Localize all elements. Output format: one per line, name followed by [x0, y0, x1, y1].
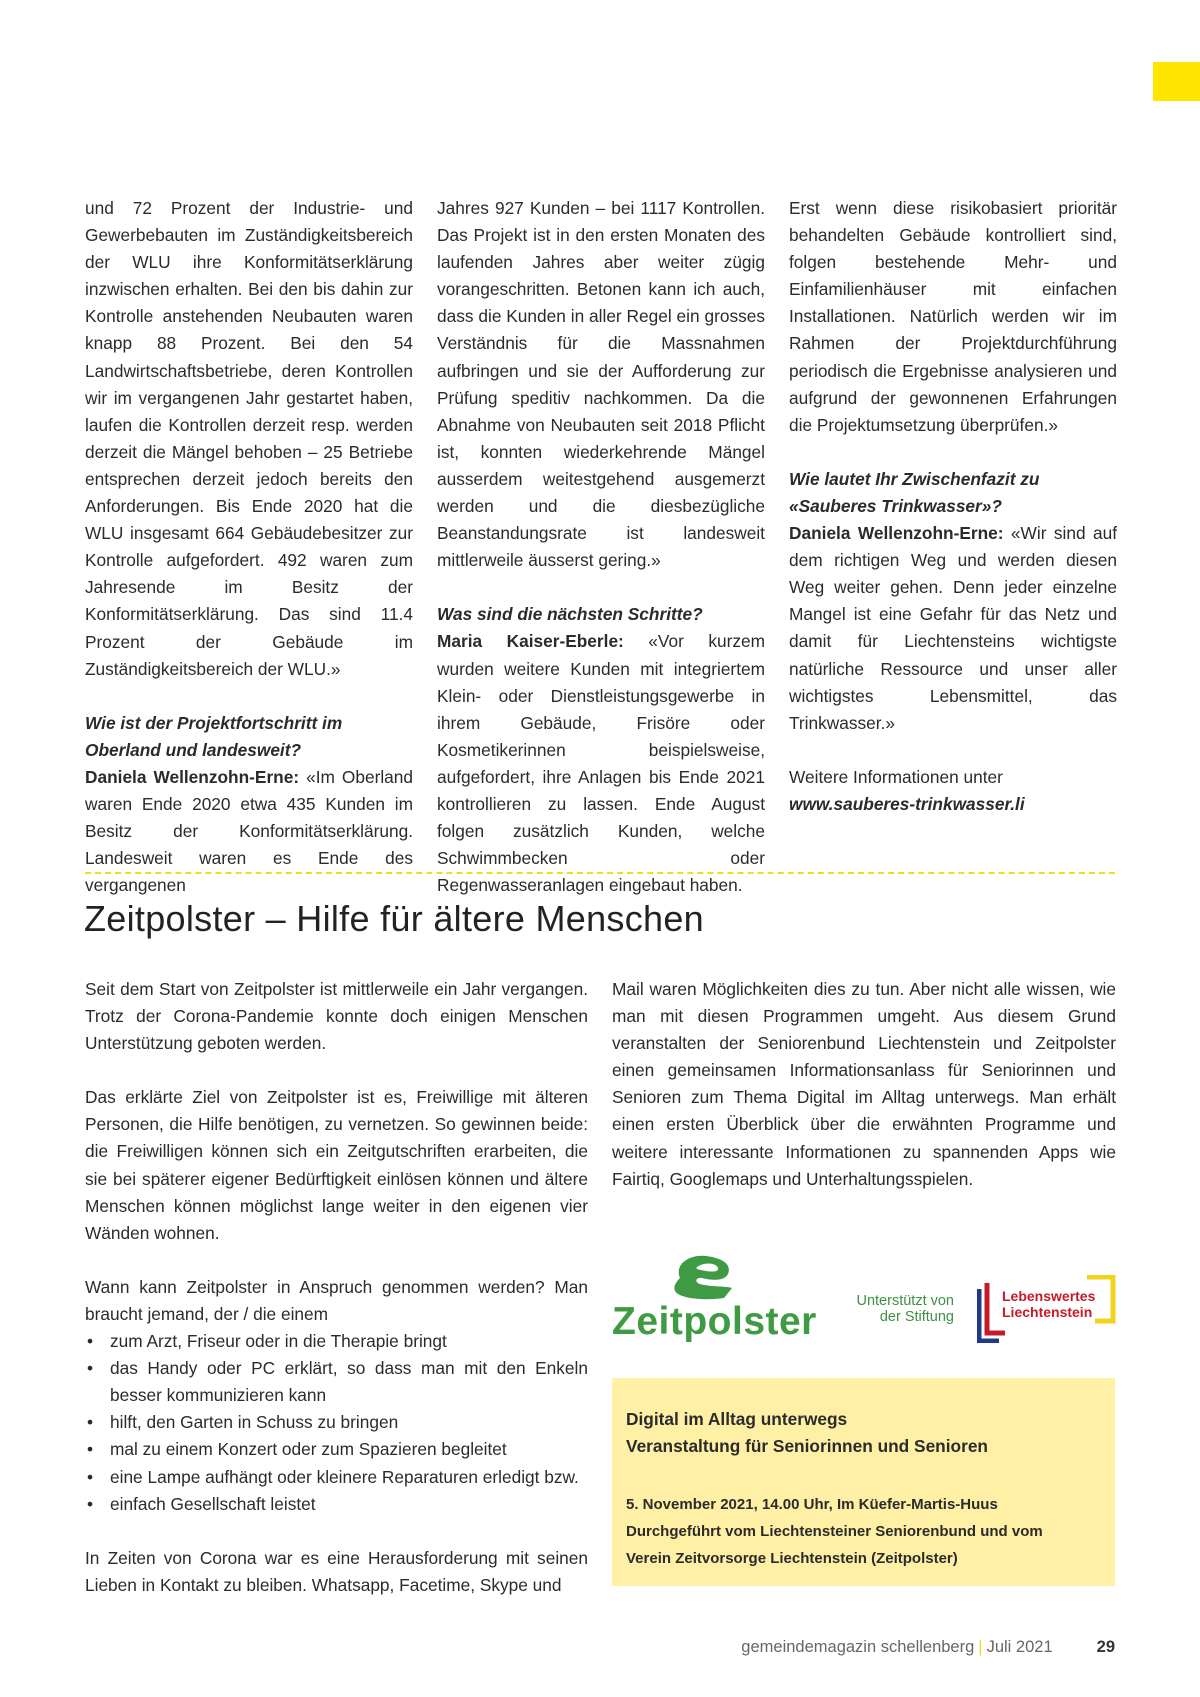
- article-column-1: [85, 195, 413, 899]
- article2-column-left: [85, 976, 588, 1599]
- zeitpolster-wordmark: Zeitpolster: [612, 1300, 817, 1343]
- interview-answer: [789, 520, 1117, 737]
- interview-question: Wie ist der Projektfortschritt im Oberland und landesweit?: [85, 712, 343, 760]
- paragraph: Seit dem Start von Zeitpolster ist mittlerweile ein Jahr vergangen. Trotz der Corona-Pandemie konnte doch einigen Menschen Unterstützung geboten werden.: [85, 979, 588, 1054]
- article-headline: Zeitpolster – Hilfe für ältere Menschen: [84, 898, 704, 939]
- list-item: • hilft, den Garten in Schuss zu bringen: [85, 1409, 588, 1436]
- issue-date: Juli 2021: [986, 1638, 1053, 1656]
- lebenswertes-text: [1002, 1288, 1095, 1320]
- magazine-name: gemeindemagazin schellenberg: [741, 1638, 975, 1656]
- event-info-box: [612, 1378, 1115, 1586]
- support-line: der Stiftung: [879, 1309, 954, 1325]
- interview-answer: [85, 764, 413, 899]
- lebenswertes-liechtenstein-logo: [977, 1275, 1117, 1343]
- speaker-name: Daniela Wellenzohn-Erne:: [789, 523, 1004, 544]
- speaker-name: Daniela Wellenzohn-Erne:: [85, 766, 300, 787]
- paragraph: und 72 Prozent der Industrie- und Gewerbebauten im Zuständigkeitsbereich der WLU ihre Konformitätserklärung inzwischen erhalten. Bei den bis dahin zur Kontrolle anstehenden Neubauten waren knapp 88 Prozent. Bei den 54 Landwirtschaftsbetriebe, deren Kontrollen wir im vergangenen Jahr gestartet haben, laufen die Kontrollen derzeit resp. werden derzeit die Mängel behoben – 25 Betriebe entsprechen derzeit jedoch bereits den Anforderungen. Bis Ende 2020 hat die WLU insgesamt 664 Gebäudebesitzer zur Kontrolle aufgefordert. 492 waren zum Jahresende im Besitz der Konformitätserklärung. Das sind 11.4 Prozent der Gebäude im Zuständigkeitsbereich der WLU.»: [85, 198, 413, 679]
- article-column-2: [437, 195, 765, 899]
- paragraph: In Zeiten von Corona war es eine Herausforderung mit seinen Lieben in Kontakt zu bleiben. Whatsapp, Facetime, Skype und: [85, 1547, 588, 1595]
- page-footer: [741, 1638, 1115, 1657]
- article2-column-right: [612, 976, 1116, 1193]
- list-item: • mal zu einem Konzert oder zum Spazieren begleitet: [85, 1436, 588, 1463]
- event-detail-line: Durchgeführt vom Liechtensteiner Seniorenbund und vom: [626, 1523, 1043, 1540]
- interview-question: Was sind die nächsten Schritte?: [437, 604, 703, 625]
- zeitpolster-mark-icon: [666, 1250, 746, 1302]
- article-column-3: [789, 195, 1117, 818]
- supported-by-text: [838, 1293, 954, 1325]
- more-info-text: Weitere Informationen unter: [789, 766, 1003, 787]
- paragraph: Das erklärte Ziel von Zeitpolster ist es, Freiwillige mit älteren Personen, die Hilfe benötigen, zu vernetzen. So gewinnen beide: die Freiwilligen können sich ein Zeitgutschriften erarbeiten, die sie bei späterer eigener Bedürftigkeit einlösen können und ältere Menschen können möglichst lange weiter in den eigenen vier Wänden wohnen.: [85, 1087, 588, 1243]
- speaker-name: Maria Kaiser-Eberle:: [437, 631, 624, 652]
- support-line: Unterstützt von: [856, 1293, 954, 1309]
- section-color-tab: [1153, 62, 1200, 101]
- website-link[interactable]: www.sauberes-trinkwasser.li: [789, 793, 1025, 814]
- answer-text: «Im Oberland waren Ende 2020 etwa 435 Kunden im Besitz der Konformitätserklärung. Landesweit waren es Ende des vergangenen: [85, 766, 413, 896]
- answer-text: «Wir sind auf dem richtigen Weg und werden diesen Weg weiter gehen. Denn jeder einzelne Mangel ist eine Gefahr für das Netz und damit für Liechtensteins wichtigste natürliche Ressource und unser aller wichtigstes Lebensmittel, das Trinkwasser.»: [789, 523, 1118, 733]
- paragraph: Jahres 927 Kunden – bei 1117 Kontrollen. Das Projekt ist in den ersten Monaten des laufenden Jahres aber weiter zügig vorangeschritten. Betonen kann ich auch, dass die Kunden in aller Regel ein grosses Verständnis für die Massnahmen aufbringen und sie der Aufforderung zur Prüfung speditiv nachkommen. Da die Abnahme von Neubauten seit 2018 Pflicht ist, konnten wiederkehrende Mängel ausserdem weitestgehend ausgemerzt werden und die diesbezügliche Beanstandungsrate ist landesweit mittlerweile äusserst gering.»: [437, 198, 765, 571]
- paragraph: Wann kann Zeitpolster in Anspruch genommen werden? Man braucht jemand, der / die einem: [85, 1276, 588, 1324]
- interview-question: Wie lautet Ihr Zwischenfazit zu «Sauberes Trinkwasser»?: [789, 468, 1040, 516]
- list-item: • einfach Gesellschaft leistet: [85, 1491, 588, 1518]
- footer-separator: |: [978, 1638, 983, 1656]
- list-item: • zum Arzt, Friseur oder in die Therapie bringt: [85, 1328, 588, 1355]
- bullet-list: [85, 1328, 588, 1518]
- event-title-line: Digital im Alltag unterwegs: [626, 1409, 848, 1429]
- page-number: 29: [1096, 1638, 1115, 1656]
- lw-line: Lebenswertes: [1002, 1288, 1096, 1304]
- list-item: • eine Lampe aufhängt oder kleinere Reparaturen erledigt bzw.: [85, 1464, 588, 1491]
- paragraph: Mail waren Möglichkeiten dies zu tun. Aber nicht alle wissen, wie man mit diesen Programmen umgeht. Aus diesem Grund veranstalten der Seniorenbund Liechtenstein und Zeitpolster einen gemeinsamen Informationsanlass für Seniorinnen und Senioren zum Thema Digital im Alltag unterwegs. Man erhält einen ersten Überblick über die erwähnten Programme und weitere interessante Informationen zu spannenden Apps wie Fairtiq, Googlemaps und Unterhaltungsspielen.: [612, 979, 1116, 1189]
- list-item: • das Handy oder PC erklärt, so dass man mit den Enkeln besser kommunizieren kann: [85, 1355, 588, 1409]
- paragraph: Erst wenn diese risikobasiert prioritär behandelten Gebäude kontrolliert sind, folgen bestehende Mehr- und Einfamilienhäuser mit einfachen Installationen. Natürlich werden wir im Rahmen der Projektdurchführung periodisch die Ergebnisse analysieren und aufgrund der gewonnenen Erfahrungen die Projektumsetzung überprüfen.»: [789, 198, 1117, 435]
- section-divider: [85, 872, 1115, 874]
- lw-line: Liechtenstein: [1002, 1304, 1093, 1320]
- zeitpolster-logo: [612, 1250, 817, 1350]
- event-detail-line: Verein Zeitvorsorge Liechtenstein (Zeitpolster): [626, 1550, 958, 1567]
- event-title: [626, 1406, 988, 1460]
- event-details: [626, 1491, 1043, 1572]
- event-title-line: Veranstaltung für Seniorinnen und Senioren: [626, 1436, 988, 1456]
- interview-answer: [437, 628, 765, 899]
- event-detail-line: 5. November 2021, 14.00 Uhr, Im Küefer-Martis-Huus: [626, 1496, 998, 1513]
- answer-text: «Vor kurzem wurden weitere Kunden mit integriertem Klein- oder Dienstleistungsgewerbe in ihrem Gebäude, Frisöre oder Kosmetikerinnen beispielsweise, aufgefordert, ihre Anlagen bis Ende 2021 kontrollieren zu lassen. Ende August folgen zusätzlich Kunden, welche Schwimmbecken oder Regenwasseranlagen eingebaut haben.: [437, 631, 765, 896]
